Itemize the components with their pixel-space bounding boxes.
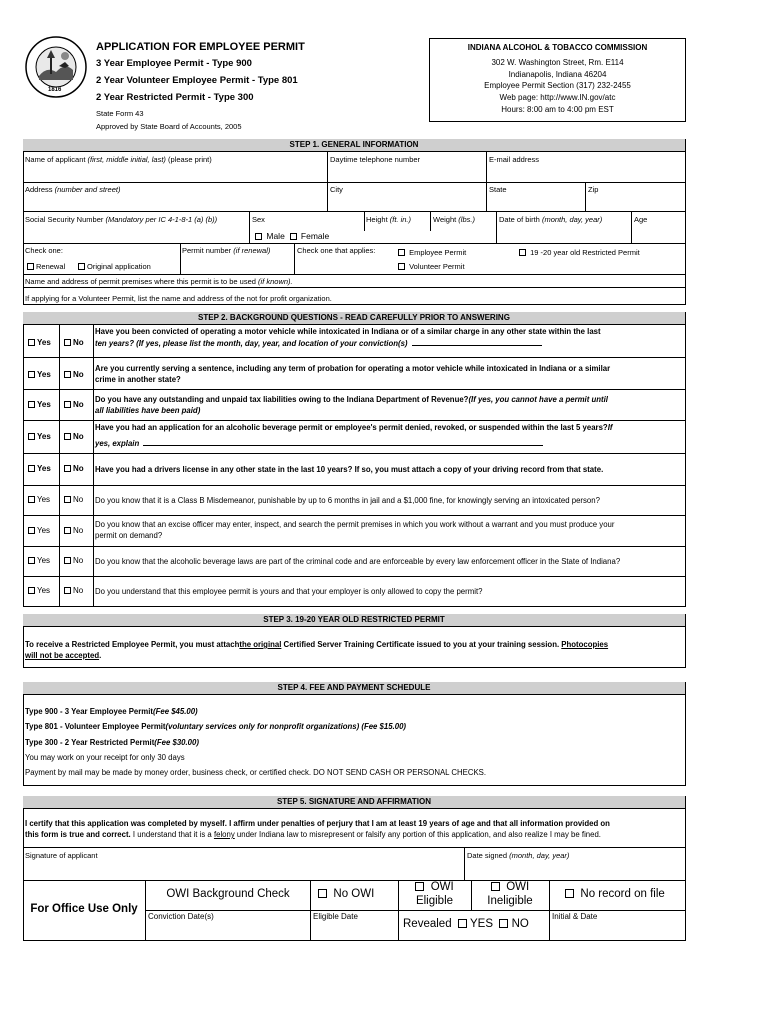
original-option[interactable] — [78, 262, 151, 271]
conviction-dates-field[interactable]: Conviction Date(s) — [148, 912, 214, 921]
no-record-label: No record on file — [580, 888, 665, 900]
date-signed-field[interactable] — [467, 851, 569, 860]
no-owi-label: No OWI — [333, 888, 375, 900]
question-serving-sentence — [95, 363, 685, 385]
q7-text-2: permit on demand? — [95, 531, 163, 540]
premises-field[interactable] — [25, 277, 293, 286]
q6-yes-checkbox[interactable] — [28, 496, 35, 503]
q9-no-checkbox[interactable] — [64, 587, 71, 594]
check-applies-label: Check one that applies: — [297, 246, 376, 255]
step3-text-1: To receive a Restricted Employee Permit, you must attach — [25, 640, 240, 649]
employee-permit-checkbox[interactable] — [398, 249, 405, 256]
address-hint: (number and street) — [54, 185, 121, 194]
question-permit-denied — [95, 422, 685, 449]
q9-no[interactable] — [64, 586, 83, 595]
city-field[interactable]: City — [330, 185, 343, 194]
revealed-yes-label: YES — [469, 918, 493, 930]
owi-eligible-checkbox[interactable] — [415, 882, 424, 891]
dob-label: Date of birth — [499, 215, 542, 224]
name-tail: (please print) — [165, 155, 212, 164]
q9-yes-label: Yes — [37, 586, 51, 595]
q3-yes-label: Yes — [37, 400, 51, 409]
original-label: Original application — [87, 262, 151, 271]
q6-yes[interactable] — [28, 495, 50, 504]
fee-type-801-amount: (voluntary services only for nonprofit organizations) (Fee $15.00) — [165, 722, 407, 731]
female-label: Female — [300, 231, 330, 241]
permit-number-field[interactable] — [182, 246, 270, 255]
form-title: APPLICATION FOR EMPLOYEE PERMIT — [96, 41, 305, 53]
renewal-checkbox[interactable] — [27, 263, 34, 270]
ssn-label: Social Security Number — [25, 215, 106, 224]
renewal-option[interactable] — [27, 262, 65, 271]
q6-yes-label: Yes — [37, 495, 51, 504]
owi-ineligible-label-2: Ineligible — [487, 895, 533, 907]
step1-title: STEP 1. GENERAL INFORMATION — [23, 139, 685, 152]
certification-text-3: I understand that it is a — [130, 830, 214, 839]
owi-ineligible-checkbox[interactable] — [491, 882, 500, 891]
name-label: Name of applicant — [25, 155, 88, 164]
premises-hint: (if known). — [258, 277, 293, 286]
q9-yes[interactable] — [28, 586, 50, 595]
ssn-field[interactable] — [25, 215, 217, 224]
fee-type-300 — [25, 738, 199, 747]
step3-text-5: will not be accepted — [25, 651, 100, 660]
q1-answer-line[interactable] — [412, 337, 542, 346]
restricted-permit-label: 19 -20 year old Restricted Permit — [530, 248, 640, 257]
q6-no[interactable] — [64, 495, 83, 504]
q4-no-checkbox[interactable] — [64, 433, 71, 440]
agency-box — [429, 38, 686, 122]
q1-no-label: No — [73, 338, 84, 347]
dob-field[interactable] — [499, 215, 602, 224]
state-seal — [25, 36, 87, 98]
owi-ineligible-label-1: OWI — [506, 881, 530, 893]
certification-text-2: this form is true and correct. — [25, 830, 131, 839]
no-record-checkbox[interactable] — [565, 889, 574, 898]
male-label: Male — [266, 231, 285, 241]
q8-yes-label: Yes — [37, 556, 51, 565]
question-owi-conviction — [95, 326, 685, 349]
agency-address1: 302 W. Washington Street, Rm. E114 — [491, 57, 624, 67]
height-hint: (ft. in.) — [389, 215, 412, 224]
q7-text-1: Do you know that an excise officer may enter, inspect, and search the permit premises in which you work without a warrant and you must produce your — [95, 520, 615, 529]
q8-yes[interactable] — [28, 556, 50, 565]
q4-text-2: yes, explain — [95, 439, 140, 448]
original-checkbox[interactable] — [78, 263, 85, 270]
revealed-yes-checkbox[interactable] — [458, 919, 467, 928]
no-record-option[interactable] — [565, 888, 665, 900]
seal-year: 1816 — [48, 87, 62, 93]
question-criminal-code: Do you know that the alcoholic beverage laws are part of the criminal code and are enforceable by every law enforcement officer in the State of Indiana? — [95, 557, 621, 566]
no-owi-option[interactable] — [318, 888, 374, 900]
check-one-label: Check one: — [25, 246, 63, 255]
q2-yes-checkbox[interactable] — [28, 371, 35, 378]
renewal-label: Renewal — [36, 262, 66, 271]
owi-eligible-label-1: OWI — [430, 881, 454, 893]
q4-no-label: No — [73, 432, 84, 441]
q4-yes-checkbox[interactable] — [28, 433, 35, 440]
fee-type-300-amount: (Fee $30.00) — [154, 738, 199, 747]
q1-no-checkbox[interactable] — [64, 339, 71, 346]
fee-type-900-label: Type 900 - 3 Year Employee Permit — [25, 707, 153, 716]
weight-label: Weight — [433, 215, 459, 224]
volunteer-permit-option[interactable] — [398, 262, 465, 271]
q2-yes-label: Yes — [37, 370, 51, 379]
sex-options — [255, 231, 329, 241]
question-class-b-misdemeanor: Do you know that it is a Class B Misdemeanor, punishable by up to 6 months in jail and a $1,000 fine, for knowingly serving an intoxicated person? — [95, 496, 600, 505]
q5-yes-label: Yes — [37, 464, 51, 473]
q4-explain-line[interactable] — [143, 437, 543, 446]
step2-title: STEP 2. BACKGROUND QUESTIONS - READ CAREFULLY PRIOR TO ANSWERING — [23, 312, 685, 325]
agency-web[interactable]: Web page: http://www.IN.gov/atc — [499, 93, 616, 103]
signature-field[interactable]: Signature of applicant — [25, 851, 98, 860]
q1-yes-label: Yes — [37, 338, 51, 347]
employee-permit-label: Employee Permit — [409, 248, 467, 257]
q2-text-2: crime in another state? — [95, 375, 181, 384]
revealed-label: Revealed — [403, 918, 452, 930]
q3-no-checkbox[interactable] — [64, 401, 71, 408]
q1-text-1: Have you been convicted of operating a motor vehicle while intoxicated in Indiana or of a similar charge in any other state within the last — [95, 327, 601, 336]
weight-field[interactable] — [433, 215, 475, 224]
agency-address2: Indianapolis, Indiana 46204 — [508, 69, 607, 79]
revealed-options — [403, 918, 529, 930]
step3-text-2: the original — [239, 640, 282, 649]
q1-yes[interactable] — [28, 338, 51, 347]
state-field[interactable]: State — [489, 185, 507, 194]
step3-text-4: Photocopies — [561, 640, 609, 649]
q8-no[interactable] — [64, 556, 83, 565]
q7-yes-checkbox[interactable] — [28, 527, 35, 534]
q8-no-label: No — [73, 556, 84, 565]
permit-number-hint: (if renewal) — [233, 246, 271, 255]
q4-yes[interactable] — [28, 432, 51, 441]
q4-no[interactable] — [64, 432, 84, 441]
step3-text-3: Certified Server Training Certificate issued to you at your training session. — [281, 640, 562, 649]
owi-ineligible-option[interactable] — [471, 880, 549, 908]
q3-no-label: No — [73, 400, 84, 409]
q9-yes-checkbox[interactable] — [28, 587, 35, 594]
q8-yes-checkbox[interactable] — [28, 557, 35, 564]
q2-yes[interactable] — [28, 370, 51, 379]
female-checkbox[interactable] — [290, 233, 297, 240]
q6-no-checkbox[interactable] — [64, 496, 71, 503]
weight-hint: (lbs.) — [458, 215, 475, 224]
age-field[interactable]: Age — [634, 215, 648, 224]
step3-title: STEP 3. 19-20 YEAR OLD RESTRICTED PERMIT — [23, 614, 685, 627]
applicant-name-field[interactable] — [25, 155, 212, 164]
ssn-hint: (Mandatory per IC 4-1-8-1 (a) (b)) — [105, 215, 218, 224]
fee-type-801-label: Type 801 - Volunteer Employee Permit — [25, 722, 166, 731]
agency-hours: Hours: 8:00 am to 4:00 pm EST — [501, 104, 614, 114]
fee-type-300-label: Type 300 - 2 Year Restricted Permit — [25, 738, 155, 747]
q8-no-checkbox[interactable] — [64, 557, 71, 564]
premises-label: Name and address of permit premises where this permit is to be used — [25, 277, 259, 286]
agency-name: INDIANA ALCOHOL & TOBACCO COMMISSION — [467, 43, 648, 52]
q2-text-1: Are you currently serving a sentence, including any term of probation for operating a motor vehicle while intoxicated in Indiana or a similar — [95, 364, 611, 373]
q7-no-label: No — [73, 526, 84, 535]
q5-no-label: No — [73, 464, 84, 473]
question-unpaid-tax — [95, 394, 685, 416]
owi-eligible-option[interactable] — [398, 880, 471, 908]
step3-text-6: . — [99, 651, 102, 660]
q4-text-1-italic: If — [607, 423, 613, 432]
permit-number-label: Permit number — [182, 246, 234, 255]
agency-phone: Employee Permit Section (317) 232-2455 — [484, 81, 631, 91]
q9-no-label: No — [73, 586, 84, 595]
approved-note: Approved by State Board of Accounts, 2005 — [96, 122, 242, 131]
certification-text-1: I certify that this application was completed by myself. I affirm under penalties of perjury that I am at least 19 years of age and that all information provided on — [25, 819, 610, 828]
fee-type-900-amount: (Fee $45.00) — [153, 707, 198, 716]
q1-no[interactable] — [64, 338, 84, 347]
q7-yes-label: Yes — [37, 526, 51, 535]
q7-no[interactable] — [64, 526, 83, 535]
volunteer-permit-label: Volunteer Permit — [409, 262, 465, 271]
question-permit-ownership: Do you understand that this employee permit is yours and that your employer is only allowed to copy the permit? — [95, 587, 483, 596]
q3-text-1-italic: (If yes, you cannot have a permit until — [468, 395, 608, 404]
form-number: State Form 43 — [96, 109, 144, 118]
permit-type-801: 2 Year Volunteer Employee Permit - Type 801 — [96, 75, 298, 86]
q3-text-2: all liabilities have been paid) — [95, 406, 201, 415]
q5-yes[interactable] — [28, 464, 51, 473]
q2-no[interactable] — [64, 370, 84, 379]
q3-no[interactable] — [64, 400, 84, 409]
q3-text-1: Do you have any outstanding and unpaid tax liabilities owing to the Indiana Department of Revenue? — [95, 395, 469, 404]
office-use-label: For Office Use Only — [30, 903, 138, 915]
date-signed-label: Date signed — [467, 851, 510, 860]
certification-text-5: under Indiana law to misrepresent or falsify any portion of this application, and also realize I may be fined. — [234, 830, 601, 839]
permit-type-300: 2 Year Restricted Permit - Type 300 — [96, 92, 254, 103]
q2-no-checkbox[interactable] — [64, 371, 71, 378]
revealed-no-checkbox[interactable] — [499, 919, 508, 928]
q5-yes-checkbox[interactable] — [28, 465, 35, 472]
q6-no-label: No — [73, 495, 84, 504]
no-owi-checkbox[interactable] — [318, 889, 327, 898]
daytime-phone-field[interactable]: Daytime telephone number — [330, 155, 421, 164]
question-other-license: Have you had a drivers license in any other state in the last 10 years? If so, you must attach a copy of your driving record from that state. — [95, 465, 604, 474]
email-field[interactable]: E-mail address — [489, 155, 540, 164]
q7-yes[interactable] — [28, 526, 50, 535]
volunteer-org-field[interactable]: If applying for a Volunteer Permit, list the name and address of the not for profit organization. — [25, 294, 332, 303]
certification-text-4: felony — [213, 830, 235, 839]
name-hint: (first, middle initial, last) — [87, 155, 166, 164]
initial-date-field[interactable]: Initial & Date — [552, 912, 598, 921]
fee-type-801 — [25, 722, 406, 731]
owi-eligible-label-2: Eligible — [415, 895, 454, 907]
q1-text-2: ten years? (If yes, please list the month, day, year, and location of your conviction(s) — [95, 339, 408, 348]
fee-type-900 — [25, 707, 198, 716]
employee-permit-option[interactable] — [398, 248, 466, 257]
q5-no[interactable] — [64, 464, 84, 473]
sex-label: Sex — [252, 215, 265, 224]
permit-type-900: 3 Year Employee Permit - Type 900 — [96, 58, 252, 69]
q7-no-checkbox[interactable] — [64, 527, 71, 534]
q2-no-label: No — [73, 370, 84, 379]
height-label: Height — [366, 215, 390, 224]
restricted-permit-instructions — [25, 639, 685, 661]
restricted-permit-checkbox[interactable] — [519, 249, 526, 256]
q3-yes[interactable] — [28, 400, 51, 409]
restricted-permit-option[interactable] — [519, 248, 640, 257]
q5-no-checkbox[interactable] — [64, 465, 71, 472]
step4-title: STEP 4. FEE AND PAYMENT SCHEDULE — [23, 682, 685, 695]
address-label: Address — [25, 185, 55, 194]
male-checkbox[interactable] — [255, 233, 262, 240]
step5-title: STEP 5. SIGNATURE AND AFFIRMATION — [23, 796, 685, 809]
dob-hint: (month, day, year) — [541, 215, 603, 224]
revealed-no-label: NO — [511, 918, 529, 930]
volunteer-permit-checkbox[interactable] — [398, 263, 405, 270]
zip-field[interactable]: Zip — [588, 185, 599, 194]
date-signed-hint: (month, day, year) — [509, 851, 570, 860]
address-field[interactable] — [25, 185, 120, 194]
q1-yes-checkbox[interactable] — [28, 339, 35, 346]
q4-yes-label: Yes — [37, 432, 51, 441]
eligible-date-field[interactable]: Eligible Date — [313, 912, 358, 921]
receipt-note: You may work on your receipt for only 30 days — [25, 753, 185, 762]
q4-text-1: Have you had an application for an alcoholic beverage permit or employee's permit denied, revoked, or suspended within the last 5 years? — [95, 423, 608, 432]
owi-background-check-label: OWI Background Check — [166, 888, 290, 900]
certification-text — [25, 818, 687, 840]
question-excise-officer — [95, 519, 685, 541]
height-field[interactable] — [366, 215, 411, 224]
payment-note: Payment by mail may be made by money order, business check, or certified check. DO NOT SEND CASH OR PERSONAL CHECKS. — [25, 768, 487, 777]
q3-yes-checkbox[interactable] — [28, 401, 35, 408]
